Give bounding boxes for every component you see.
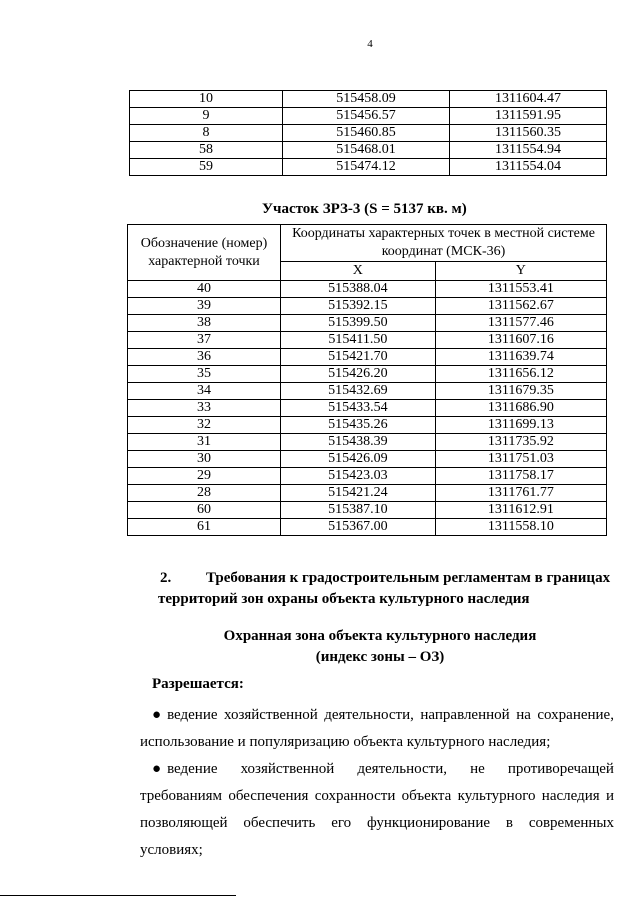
x-coordinate-cell: 515456.57	[283, 108, 450, 125]
word: деятельности,	[357, 761, 448, 777]
y-coordinate-cell: 1311639.74	[435, 349, 606, 366]
section-heading-line: Требования к градостроительным регламентам в границах	[206, 570, 611, 586]
point-number-cell: 60	[128, 502, 281, 519]
section-title: Участок ЗРЗ-3 (S = 5137 кв. м)	[262, 201, 467, 217]
point-number-cell: 8	[130, 125, 283, 142]
header-y: Y	[435, 262, 606, 281]
word: не	[470, 761, 485, 777]
table-body	[130, 91, 607, 176]
y-coordinate-cell: 1311577.46	[435, 315, 606, 332]
x-coordinate-cell: 515468.01	[283, 142, 450, 159]
y-coordinate-cell: 1311761.77	[435, 485, 606, 502]
y-coordinate-cell: 1311612.91	[435, 502, 606, 519]
header-point-number: Обозначение (номер) характерной точки	[128, 225, 281, 281]
table-header	[128, 225, 607, 281]
bullet-first-line	[140, 702, 614, 729]
y-coordinate-cell: 1311656.12	[435, 366, 606, 383]
x-coordinate-cell: 515433.54	[281, 400, 436, 417]
table-row	[128, 417, 607, 434]
point-number-cell: 39	[128, 298, 281, 315]
x-coordinate-cell: 515426.20	[281, 366, 436, 383]
x-coordinate-cell: 515432.69	[281, 383, 436, 400]
table-row	[128, 485, 607, 502]
table-row	[128, 315, 607, 332]
x-coordinate-cell: 515387.10	[281, 502, 436, 519]
bullet-lead	[152, 756, 218, 783]
table-row	[128, 383, 607, 400]
table-row	[128, 281, 607, 298]
header-x: X	[281, 262, 436, 281]
point-number-cell: 33	[128, 400, 281, 417]
table-row	[128, 400, 607, 417]
bullet-text-continuation: использование и популяризацию объекта культурного наследия;	[140, 734, 551, 750]
table-row	[128, 451, 607, 468]
bullet-paragraph	[140, 756, 614, 864]
x-coordinate-cell: 515438.39	[281, 434, 436, 451]
y-coordinate-cell: 1311554.94	[450, 142, 607, 159]
table-row	[130, 91, 607, 108]
point-number-cell: 36	[128, 349, 281, 366]
y-coordinate-cell: 1311751.03	[435, 451, 606, 468]
word: ведение	[167, 761, 218, 777]
page-number: 4	[367, 38, 373, 50]
x-coordinate-cell: 515388.04	[281, 281, 436, 298]
table-row	[130, 125, 607, 142]
bullet-first-line	[140, 756, 614, 783]
word: ведение	[167, 707, 218, 723]
point-number-cell: 30	[128, 451, 281, 468]
table-row	[128, 298, 607, 315]
table-row	[128, 519, 607, 536]
x-coordinate-cell: 515423.03	[281, 468, 436, 485]
y-coordinate-cell: 1311735.92	[435, 434, 606, 451]
y-coordinate-cell: 1311562.67	[435, 298, 606, 315]
table-row	[128, 366, 607, 383]
x-coordinate-cell: 515426.09	[281, 451, 436, 468]
table-row	[130, 159, 607, 176]
bullet-paragraph	[140, 702, 614, 756]
y-coordinate-cell: 1311758.17	[435, 468, 606, 485]
table-row	[128, 468, 607, 485]
point-number-cell: 29	[128, 468, 281, 485]
y-coordinate-cell: 1311699.13	[435, 417, 606, 434]
table-body	[128, 281, 607, 536]
x-coordinate-cell: 515460.85	[283, 125, 450, 142]
y-coordinate-cell: 1311558.10	[435, 519, 606, 536]
x-coordinate-cell: 515392.15	[281, 298, 436, 315]
y-coordinate-cell: 1311553.41	[435, 281, 606, 298]
y-coordinate-cell: 1311554.04	[450, 159, 607, 176]
table-row	[130, 142, 607, 159]
section-heading-line: территорий зон охраны объекта культурного наследия	[158, 591, 530, 607]
table-row	[128, 332, 607, 349]
point-number-cell: 35	[128, 366, 281, 383]
bullet-text-continuation: требованиям обеспечения сохранности объекта культурного наследия и позволяющей обеспечить его функционирование в современных условиях;	[140, 788, 614, 858]
point-number-cell: 61	[128, 519, 281, 536]
section-number: 2.	[160, 570, 172, 586]
point-number-cell: 58	[130, 142, 283, 159]
table-row	[130, 108, 607, 125]
point-number-cell: 9	[130, 108, 283, 125]
y-coordinate-cell: 1311604.47	[450, 91, 607, 108]
word: сохранение,	[537, 707, 614, 723]
x-coordinate-cell: 515435.26	[281, 417, 436, 434]
bullet-lead	[152, 702, 218, 729]
point-number-cell: 34	[128, 383, 281, 400]
zone-index-line: (индекс зоны – ОЗ)	[315, 649, 445, 665]
x-coordinate-cell: 515458.09	[283, 91, 450, 108]
y-coordinate-cell: 1311679.35	[435, 383, 606, 400]
word: деятельности,	[324, 707, 414, 723]
allowed-label: Разрешается:	[152, 676, 244, 692]
footer-divider	[0, 895, 236, 896]
point-number-cell: 28	[128, 485, 281, 502]
bullet-icon: ●	[152, 707, 162, 723]
point-number-cell: 40	[128, 281, 281, 298]
word: направленной	[420, 707, 510, 723]
x-coordinate-cell: 515367.00	[281, 519, 436, 536]
header-coordinates: Координаты характерных точек в местной системе координат (МСК-36)	[281, 225, 607, 262]
word: хозяйственной	[240, 761, 335, 777]
point-number-cell: 37	[128, 332, 281, 349]
zone-title-line: Охранная зона объекта культурного наследия	[223, 628, 537, 644]
x-coordinate-cell: 515421.24	[281, 485, 436, 502]
point-number-cell: 32	[128, 417, 281, 434]
coordinates-table-continued	[129, 90, 607, 176]
table-row	[128, 349, 607, 366]
point-number-cell: 38	[128, 315, 281, 332]
x-coordinate-cell: 515474.12	[283, 159, 450, 176]
word: противоречащей	[507, 761, 614, 777]
point-number-cell: 59	[130, 159, 283, 176]
y-coordinate-cell: 1311591.95	[450, 108, 607, 125]
coordinates-table-zrz3	[127, 224, 607, 536]
bullet-icon: ●	[152, 761, 162, 777]
point-number-cell: 31	[128, 434, 281, 451]
word: хозяйственной	[224, 707, 318, 723]
point-number-cell: 10	[130, 91, 283, 108]
table-row	[128, 502, 607, 519]
y-coordinate-cell: 1311560.35	[450, 125, 607, 142]
table-row	[128, 434, 607, 451]
word: на	[516, 707, 531, 723]
y-coordinate-cell: 1311686.90	[435, 400, 606, 417]
y-coordinate-cell: 1311607.16	[435, 332, 606, 349]
x-coordinate-cell: 515411.50	[281, 332, 436, 349]
x-coordinate-cell: 515399.50	[281, 315, 436, 332]
x-coordinate-cell: 515421.70	[281, 349, 436, 366]
